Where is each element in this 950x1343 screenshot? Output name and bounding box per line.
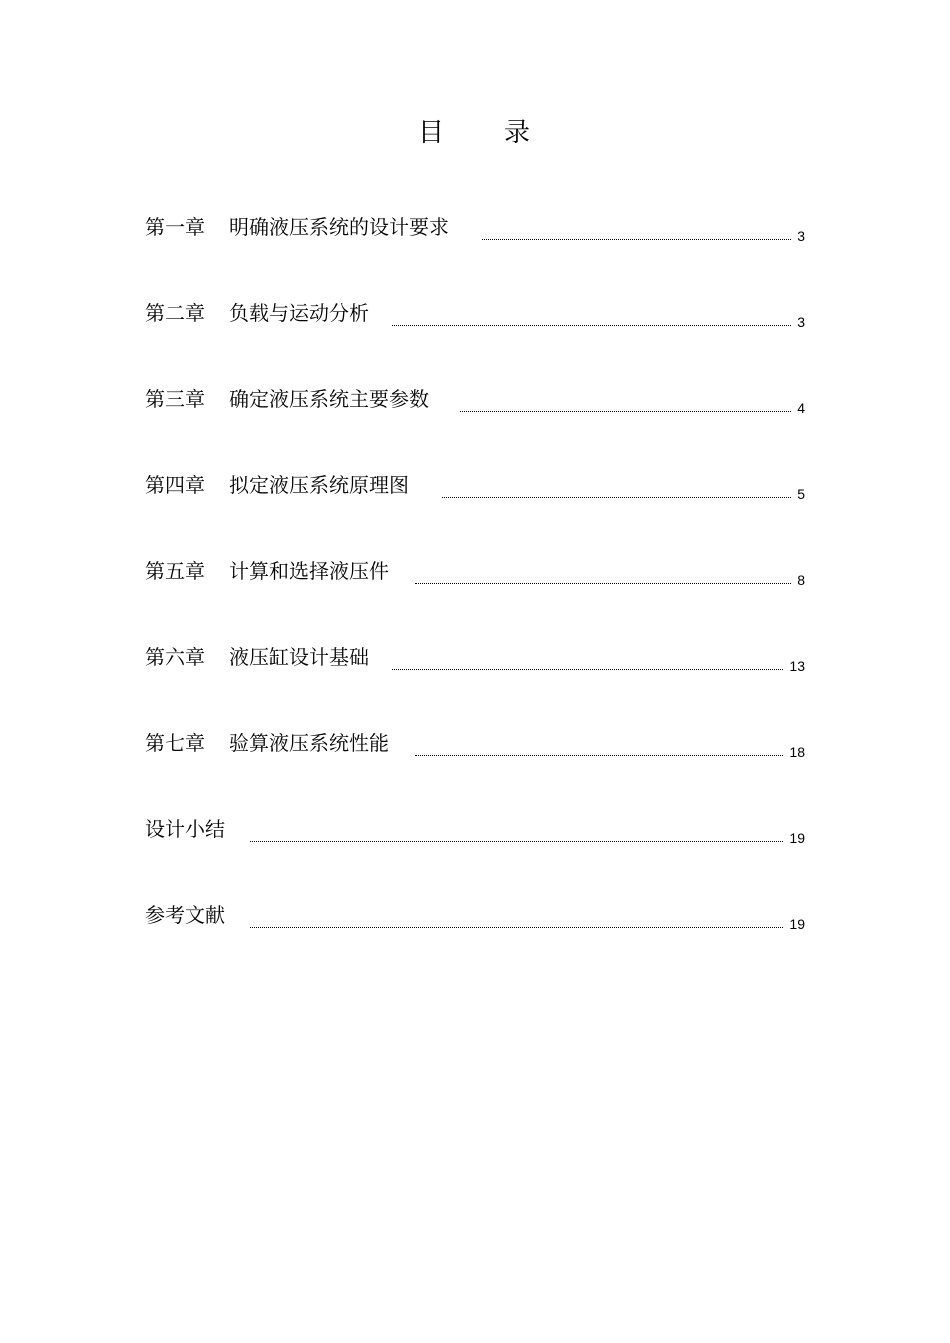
toc-entry-label [145,384,429,414]
toc-entry[interactable] [145,384,805,414]
toc-chapter-number: 第四章 [145,473,205,497]
page-title [0,112,950,149]
toc-dot-leader [415,755,783,756]
toc-dot-leader [482,239,791,240]
toc-chapter-title: 负载与运动分析 [229,301,369,325]
toc-chapter-number: 第一章 [145,215,205,239]
toc-chapter-title: 参考文献 [145,903,225,927]
toc-dot-leader [250,927,783,928]
toc-dot-leader [415,583,791,584]
toc-page-number: 13 [789,658,805,674]
toc-chapter-title: 设计小结 [145,817,225,841]
toc-page-number: 5 [797,486,805,502]
title-char-2: 录 [504,118,533,148]
toc-entry[interactable] [145,900,805,930]
toc-entry[interactable] [145,470,805,500]
toc-entry-label [145,298,369,328]
toc-chapter-title: 拟定液压系统原理图 [229,473,409,497]
title-char-1: 目 [417,118,446,148]
toc-page-number: 19 [789,830,805,846]
toc-entry-label [145,900,225,930]
toc-page-number: 4 [797,400,805,416]
toc-chapter-number: 第六章 [145,645,205,669]
toc-page-number: 8 [797,572,805,588]
toc-chapter-title: 计算和选择液压件 [229,559,389,583]
toc-dot-leader [442,497,791,498]
toc-entry[interactable] [145,298,805,328]
toc-chapter-title: 明确液压系统的设计要求 [229,215,449,239]
toc-dot-leader [392,669,783,670]
toc-chapter-title: 液压缸设计基础 [229,645,369,669]
toc-entry-label [145,470,409,500]
toc-entry[interactable] [145,556,805,586]
toc-entry-label [145,642,369,672]
toc-entry-label [145,212,449,242]
toc-entry-label [145,728,389,758]
toc-entry[interactable] [145,814,805,844]
toc-page-number: 3 [797,314,805,330]
toc-entry-label [145,556,389,586]
toc-chapter-number: 第二章 [145,301,205,325]
toc-dot-leader [460,411,791,412]
toc-chapter-number: 第七章 [145,731,205,755]
toc-chapter-title: 验算液压系统性能 [229,731,389,755]
toc-page-number: 19 [789,916,805,932]
toc-chapter-title: 确定液压系统主要参数 [229,387,429,411]
toc-entry-label [145,814,225,844]
toc-chapter-number: 第五章 [145,559,205,583]
toc-dot-leader [392,325,791,326]
toc-entry[interactable] [145,728,805,758]
toc-dot-leader [250,841,783,842]
toc-entry[interactable] [145,212,805,242]
toc-page-number: 18 [789,744,805,760]
toc-entry[interactable] [145,642,805,672]
toc-chapter-number: 第三章 [145,387,205,411]
toc-page-number: 3 [797,228,805,244]
